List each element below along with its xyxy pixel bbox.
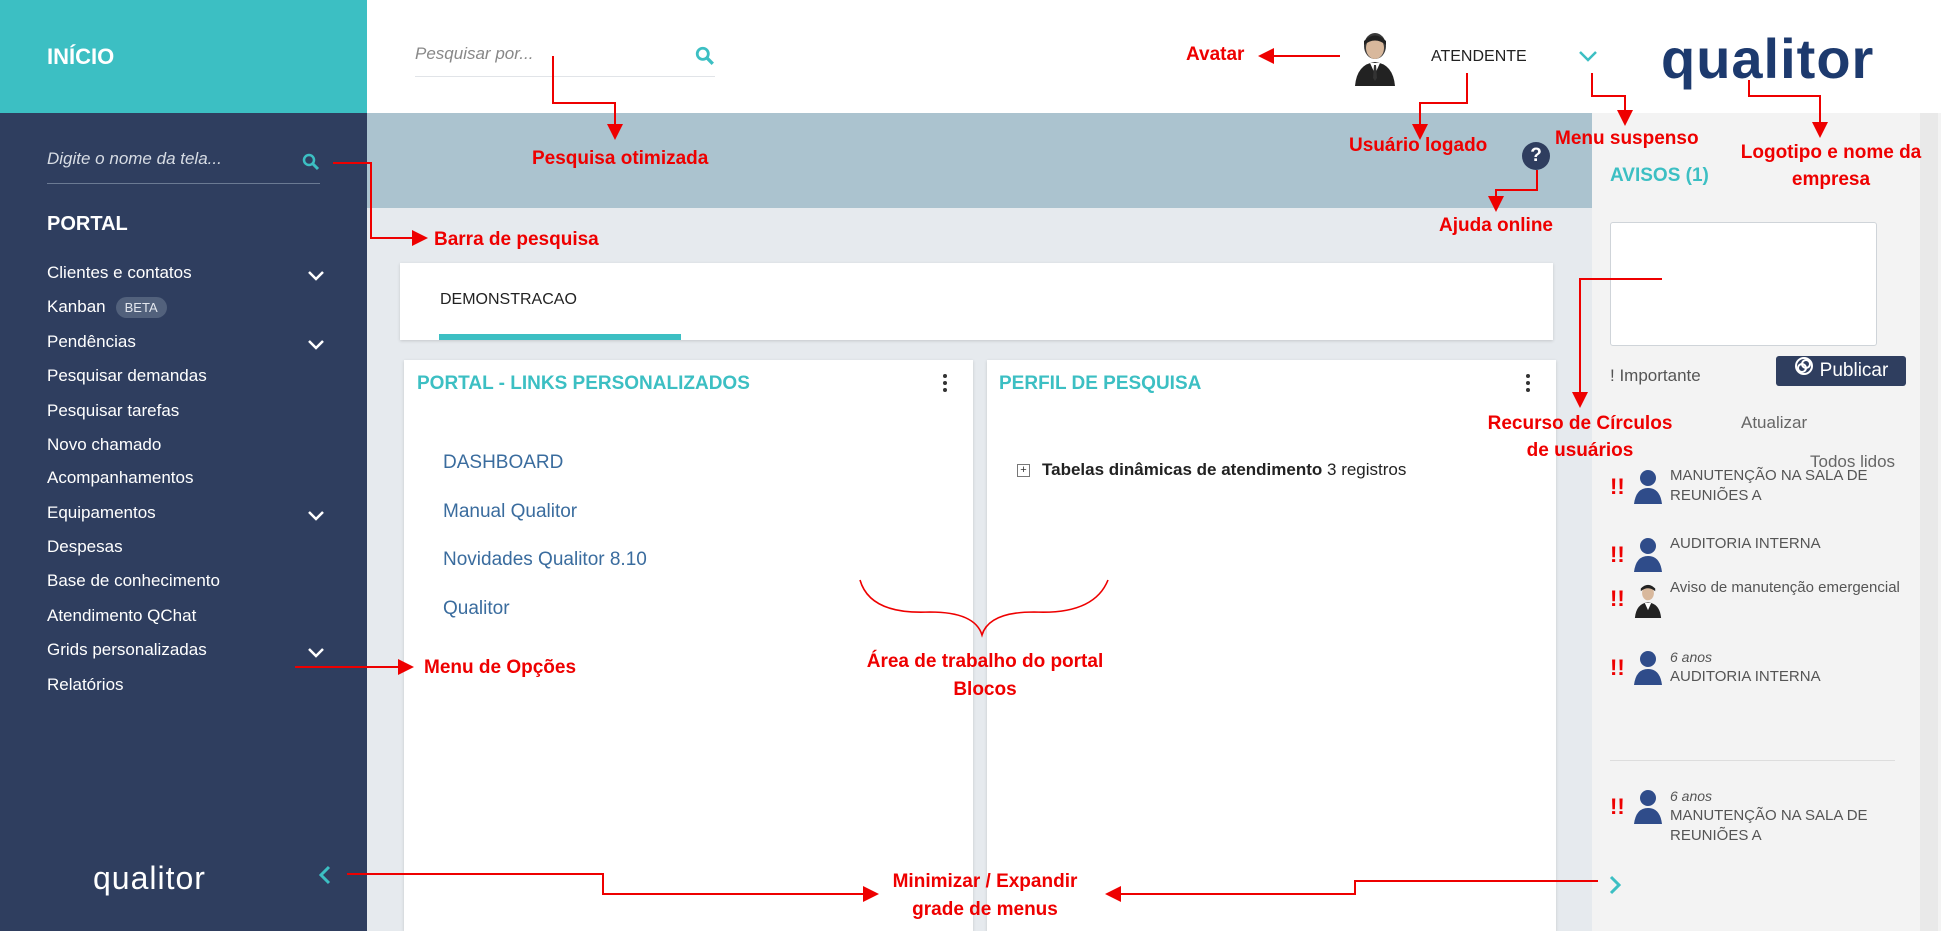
notice-text: Aviso de manutenção emergencial [1670,579,1900,596]
chevron-down-icon[interactable] [307,333,325,359]
importante-toggle[interactable]: ! Importante [1610,366,1701,385]
important-mark: !! [1610,474,1625,499]
important-mark: !! [1610,794,1625,819]
chevron-down-icon[interactable] [307,264,325,290]
chevron-down-icon[interactable] [1578,50,1598,68]
sidebar-item-label: Pesquisar tarefas [47,401,180,420]
mark-all-read-link[interactable]: Todos lidos [1810,452,1896,471]
tree-node-count: 3 registros [1327,460,1407,479]
link-dashboard[interactable]: DASHBOARD [443,452,564,473]
divider [1610,760,1895,761]
refresh-link[interactable]: Atualizar [1741,413,1808,432]
notice-textarea[interactable] [1610,222,1877,346]
top-search-input[interactable] [415,40,675,68]
search-icon[interactable] [695,46,715,71]
annotation-ajuda-online: Ajuda online [1439,215,1553,236]
sidebar-item-kanban[interactable] [47,294,325,320]
sidebar-item-label: Grids personalizadas [47,640,207,659]
publish-label: Publicar [1819,360,1889,382]
expand-icon[interactable]: + [1017,464,1030,477]
sidebar-item-despesas[interactable] [47,534,325,560]
sidebar-item-pesquisar-tarefas[interactable] [47,398,325,424]
search-icon[interactable] [302,153,320,176]
annotation-area-trabalho: Área de trabalho do portal Blocos [866,651,1104,700]
home-title[interactable]: INÍCIO [47,44,115,69]
sidebar-item-label: Pendências [47,332,136,351]
tree-node[interactable] [1017,460,1406,480]
notice-text: AUDITORIA INTERNA [1670,535,1821,552]
sidebar-item-relatorios[interactable] [47,672,325,698]
block-perfil-title: PERFIL DE PESQUISA [999,373,1202,394]
sidebar-item-clientes[interactable] [47,260,325,286]
chevron-down-icon[interactable] [307,504,325,530]
annotation-avatar: Avatar [1186,44,1245,65]
sidebar-header[interactable] [0,0,367,113]
notice-text: MANUTENÇÃO NA SALA DE REUNIÕES A [1670,807,1868,844]
user-icon [1632,788,1664,829]
annotation-usuario-logado: Usuário logado [1349,135,1488,156]
notice-time: 6 anos [1670,649,1713,665]
annotation-pesquisa-otimizada: Pesquisa otimizada [532,148,709,169]
block-perfil [987,360,1556,931]
beta-badge: BETA [116,297,167,318]
annotation-menu-opcoes: Menu de Opções [424,657,577,678]
important-mark: !! [1610,655,1625,680]
expand-panel-icon[interactable] [1608,874,1622,901]
publish-button[interactable] [1776,356,1906,386]
notice-time: 6 anos [1670,788,1713,804]
sidebar-search [47,145,320,184]
user-icon [1632,649,1664,690]
sidebar-item-label: Despesas [47,537,123,556]
sidebar-logo: qualitor [93,860,206,896]
link-qualitor[interactable]: Qualitor [443,598,510,619]
sidebar-item-label: Relatórios [47,675,124,694]
link-manual[interactable]: Manual Qualitor [443,501,578,522]
block-links [404,360,973,931]
important-mark: !! [1610,586,1625,611]
user-icon [1632,468,1664,509]
annotation-minimizar: Minimizar / Expandir grade de menus [892,871,1078,920]
sidebar-item-acompanhamentos[interactable] [47,465,325,491]
notice-text: MANUTENÇÃO NA SALA DE REUNIÕES A [1670,467,1868,504]
sidebar-item-equipamentos[interactable] [47,500,325,526]
chevron-down-icon[interactable] [307,641,325,667]
sidebar-item-label: Novo chamado [47,435,162,454]
annotation-logotipo: Logotipo e nome da empresa [1740,142,1922,190]
annotation-menu-suspenso: Menu suspenso [1555,128,1699,149]
top-search [415,40,715,77]
tab-demonstracao[interactable]: DEMONSTRACAO [440,291,577,308]
avatar [1632,580,1664,623]
sidebar-item-base-conhecimento[interactable] [47,568,325,594]
avisos-title: AVISOS (1) [1610,165,1709,186]
sidebar-item-qchat[interactable] [47,603,325,629]
logged-user[interactable]: ATENDENTE [1431,48,1527,65]
sidebar-item-label: Acompanhamentos [47,468,194,487]
sidebar-item-label: Equipamentos [47,503,156,522]
notice-text: AUDITORIA INTERNA [1670,668,1821,685]
help-icon[interactable]: ? [1522,142,1550,170]
avatar[interactable] [1352,28,1398,86]
sidebar-item-pendencias[interactable] [47,329,325,355]
sidebar-item-pesquisar-demandas[interactable] [47,363,325,389]
sidebar-search-input[interactable] [47,145,277,173]
annotation-circulos: Recurso de Círculos de usuários [1487,413,1673,461]
portal-section-title: PORTAL [47,213,128,235]
sidebar-item-label: Atendimento QChat [47,606,197,625]
link-novidades[interactable]: Novidades Qualitor 8.10 [443,549,647,570]
annotation-barra-pesquisa: Barra de pesquisa [434,229,599,250]
sidebar-item-label: Clientes e contatos [47,263,192,282]
kebab-menu-icon[interactable] [1526,374,1530,395]
sidebar-item-label: Kanban [47,297,106,316]
user-icon [1632,536,1664,577]
scrollbar[interactable] [1920,113,1938,931]
active-tab-indicator [439,334,681,340]
block-links-title: PORTAL - LINKS PERSONALIZADOS [417,373,750,394]
sidebar-item-label: Base de conhecimento [47,571,220,590]
sidebar-item-label: Pesquisar demandas [47,366,207,385]
tree-node-label: Tabelas dinâmicas de atendimento [1042,460,1323,479]
sidebar-item-novo-chamado[interactable] [47,432,325,458]
collapse-menu-icon[interactable] [318,864,332,891]
important-mark: !! [1610,542,1625,567]
sidebar-item-grids[interactable] [47,637,325,663]
circles-icon [1794,356,1814,386]
kebab-menu-icon[interactable] [943,374,947,395]
company-logo: qualitor [1661,27,1875,90]
